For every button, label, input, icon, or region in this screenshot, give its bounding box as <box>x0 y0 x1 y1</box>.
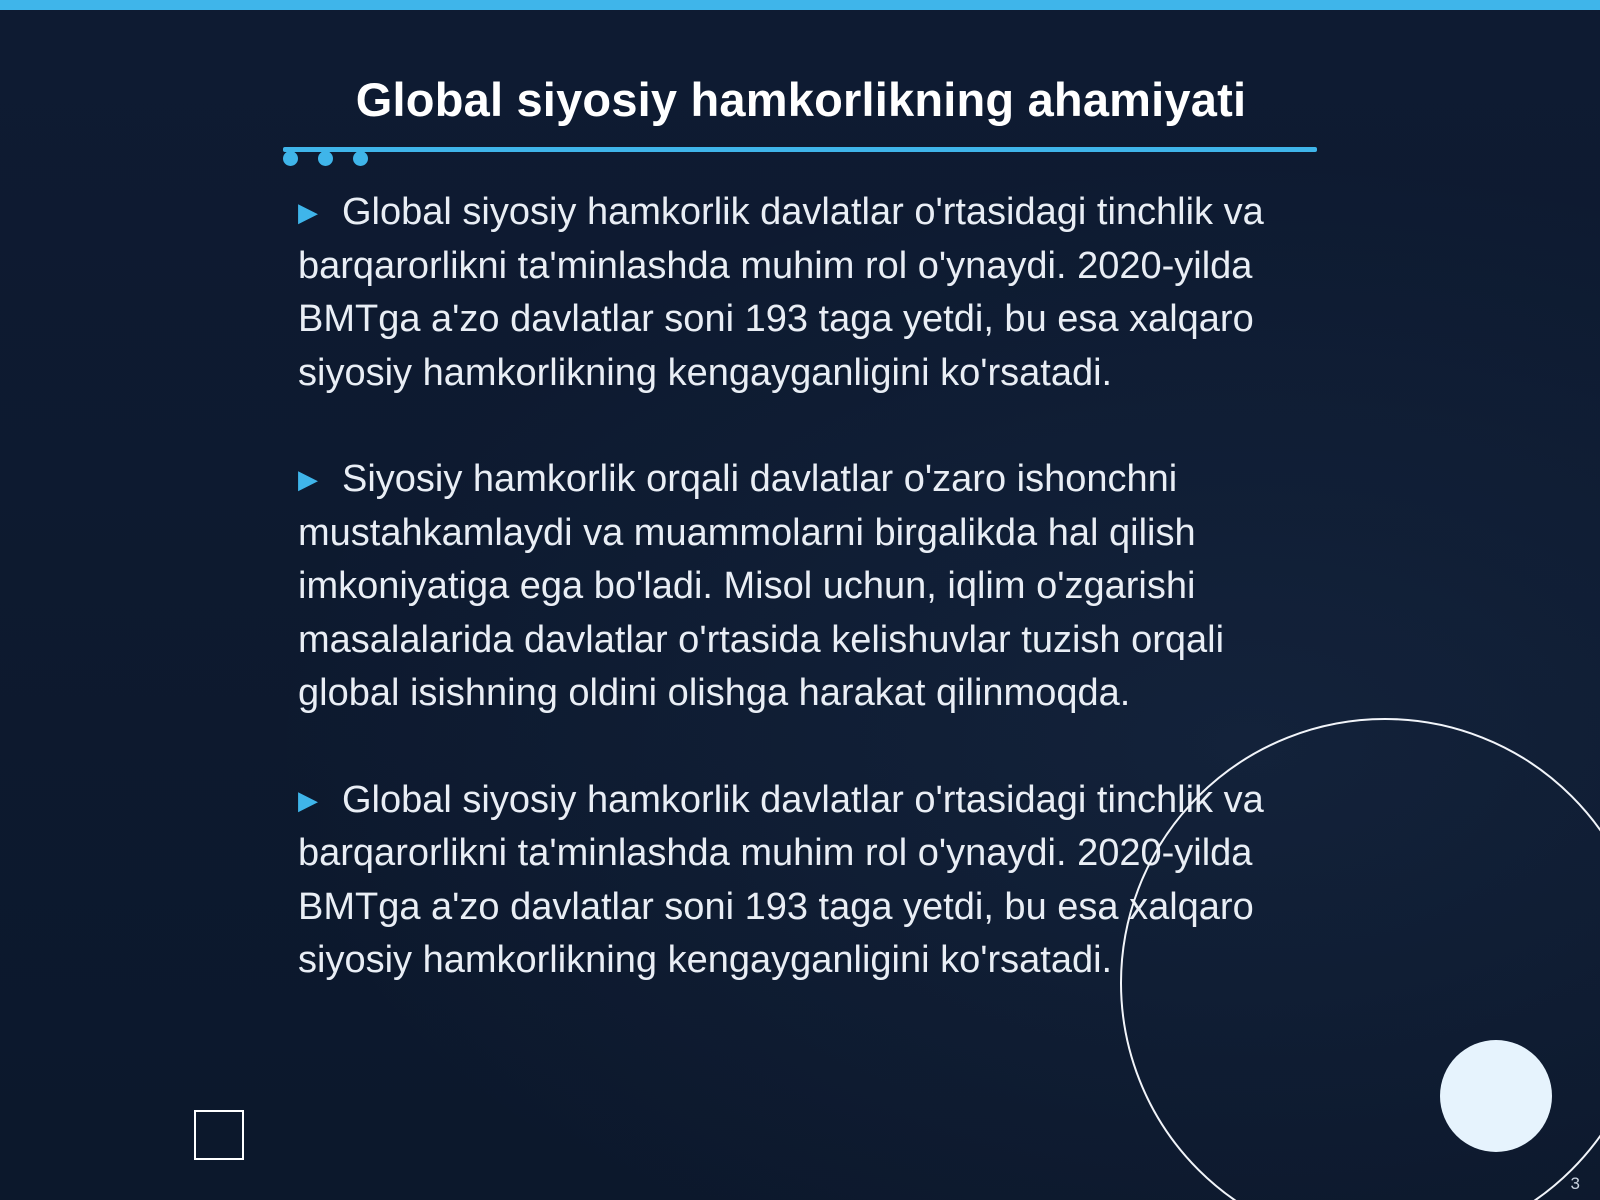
paragraph-text: Siyosiy hamkorlik orqali davlatlar o'zaro ishonchni mustahkamlaydi va muammolarni birgalikda hal qilish imkoniyatiga ega bo'ladi. Misol uchun, iqlim o'zgarishi masalalarida davlatlar o'rtasida kelishuvlar tuzish orqali global isishning oldini olishga harakat qilinmoqda. <box>298 458 1225 714</box>
top-accent-bar <box>0 0 1600 10</box>
slide-title: Global siyosiy hamkorlikning ahamiyati <box>355 73 1247 126</box>
bullet-paragraph <box>298 453 1308 721</box>
bullet-paragraph <box>298 186 1308 400</box>
title-underline <box>283 147 1317 152</box>
slide-number: 3 <box>1570 1174 1580 1193</box>
decor-circle <box>1440 1040 1552 1152</box>
decor-dot <box>353 151 368 166</box>
bullet-paragraph <box>298 774 1308 988</box>
bullet-arrow-icon: ▶ <box>298 197 318 227</box>
bullet-arrow-icon: ▶ <box>298 464 318 494</box>
decor-square-outline <box>194 1110 244 1160</box>
paragraph-text: Global siyosiy hamkorlik davlatlar o'rtasidagi tinchlik va barqarorlikni ta'minlashda muhim rol o'ynaydi. 2020-yilda BMTga a'zo davlatlar soni 193 taga yetdi, bu esa xalqaro siyosiy hamkorlikning kengayganligini ko'rsatadi. <box>298 778 1264 981</box>
decor-dot <box>283 151 298 166</box>
decor-dot <box>318 151 333 166</box>
paragraph-text: Global siyosiy hamkorlik davlatlar o'rtasidagi tinchlik va barqarorlikni ta'minlashda muhim rol o'ynaydi. 2020-yilda BMTga a'zo davlatlar soni 193 taga yetdi, bu esa xalqaro siyosiy hamkorlikning kengayganligini ko'rsatadi. <box>298 191 1264 394</box>
bullet-arrow-icon: ▶ <box>298 784 318 815</box>
slide-body <box>298 186 1308 1041</box>
